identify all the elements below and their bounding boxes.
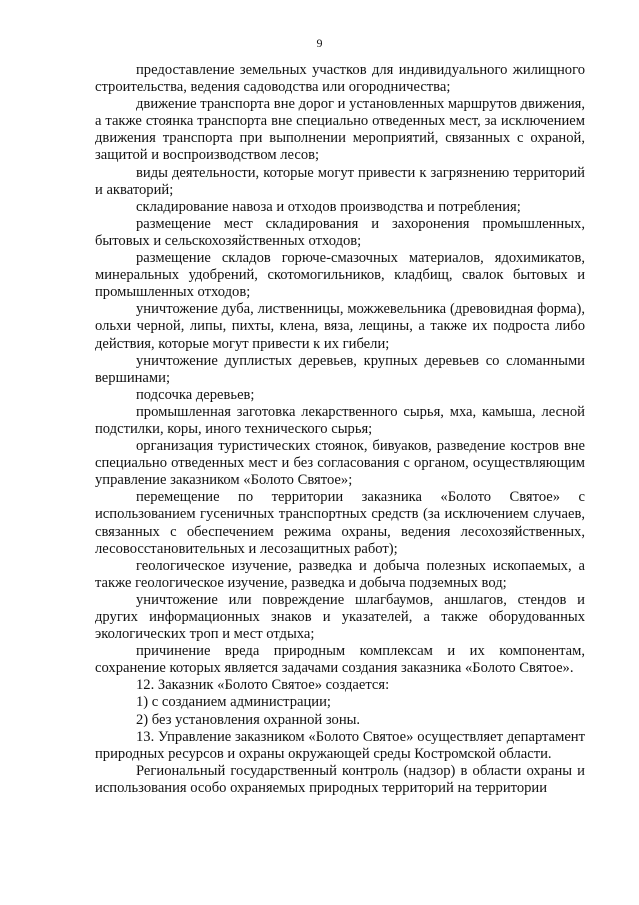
paragraph: размещение складов горюче-смазочных материалов, ядохимикатов, минеральных удобрений, скотомогильников, кладбищ, свалок бытовых и промышленных отходов; xyxy=(95,250,585,301)
paragraph: промышленная заготовка лекарственного сырья, мха, камыша, лесной подстилки, коры, иного технического сырья; xyxy=(95,403,585,437)
paragraph: уничтожение дуба, лиственницы, можжевельника (древовидная форма), ольхи черной, липы, пихты, клена, вяза, лещины, а также их подроста либо действия, которые могут привести к их гибели; xyxy=(95,301,585,352)
paragraph: складирование навоза и отходов производства и потребления; xyxy=(136,198,521,215)
list-item: 1) с созданием администрации; xyxy=(136,694,331,711)
paragraph: причинение вреда природным комплексам и их компонентам, сохранение которых является задачами создания заказника «Болото Святое». xyxy=(95,643,585,677)
paragraph: движение транспорта вне дорог и установленных маршрутов движения, а также стоянка транспорта вне специально отведенных мест, за исключением движения транспорта при выполнении мероприятий, связанных с охраной, защитой и воспроизводством лесов; xyxy=(95,96,585,164)
paragraph: виды деятельности, которые могут привести к загрязнению территорий и акваторий; xyxy=(95,164,585,198)
paragraph: уничтожение или повреждение шлагбаумов, аншлагов, стендов и других информационных знаков и указателей, а также оборудованных экологических троп и мест отдыха; xyxy=(95,591,585,643)
paragraph: перемещение по территории заказника «Болото Святое» с использованием гусеничных транспортных средств (за исключением случаев, связанных с обеспечением режима охраны, ведения лесохозяйственных, лесовосстановительных и лесозащитных работ); xyxy=(95,489,585,557)
paragraph: подсочка деревьев; xyxy=(136,386,255,403)
paragraph: уничтожение дуплистых деревьев, крупных деревьев со сломанными вершинами; xyxy=(95,352,585,386)
paragraph: размещение мест складирования и захоронения промышленных, бытовых и сельскохозяйственных отходов; xyxy=(95,215,585,249)
paragraph: 13. Управление заказником «Болото Святое» осуществляет департамент природных ресурсов и охраны окружающей среды Костромской области. xyxy=(95,728,585,762)
paragraph: организация туристических стоянок, бивуаков, разведение костров вне специально отведенных мест и без согласования с органом, осуществляющим управление заказником «Болото Святое»; xyxy=(95,438,585,489)
page-number: 9 xyxy=(316,36,323,50)
section-heading: 12. Заказник «Болото Святое» создается: xyxy=(136,677,390,694)
paragraph: Региональный государственный контроль (надзор) в области охраны и использования особо охраняемых природных территорий на территории xyxy=(95,762,585,796)
list-item: 2) без установления охранной зоны. xyxy=(136,711,361,728)
paragraph: геологическое изучение, разведка и добыча полезных ископаемых, а также геологическое изучение, разведка и добыча подземных вод; xyxy=(95,557,585,591)
document-body xyxy=(95,62,585,797)
paragraph: предоставление земельных участков для индивидуального жилищного строительства, ведения садоводства или огородничества; xyxy=(95,62,585,96)
